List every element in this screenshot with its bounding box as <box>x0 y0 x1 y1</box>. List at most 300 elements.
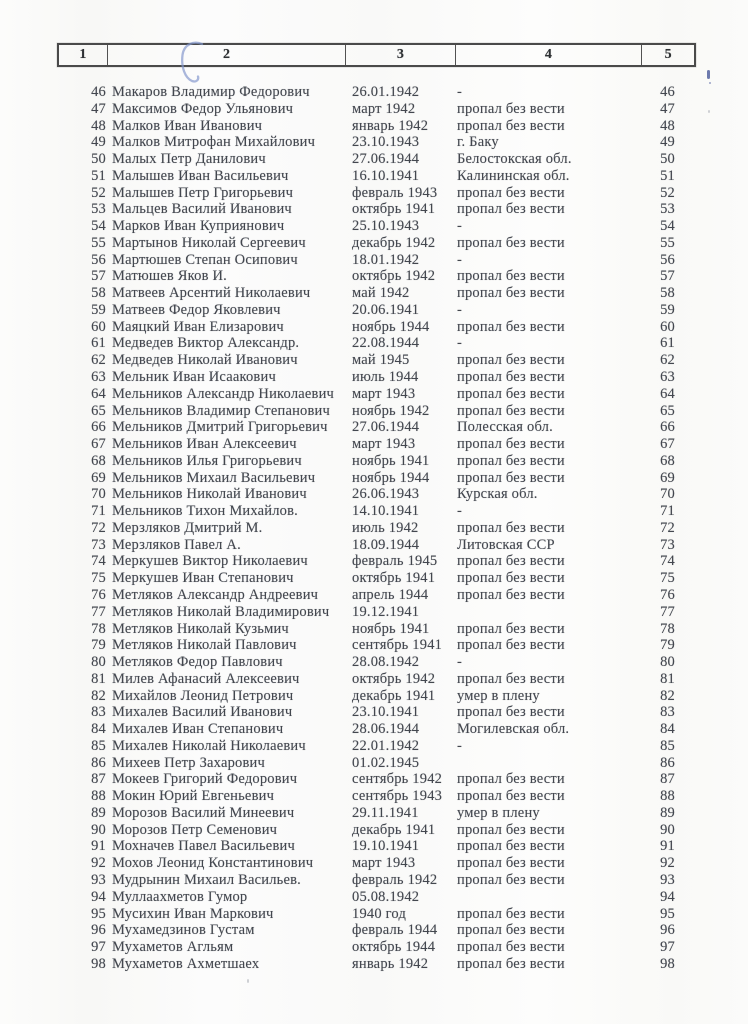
row-number-right: 51 <box>660 167 675 184</box>
table-row <box>57 470 717 487</box>
record-date: 01.02.1945 <box>352 754 420 771</box>
row-number-right: 89 <box>660 804 675 821</box>
record-date: ноябрь 1944 <box>352 469 430 486</box>
record-status: - <box>457 654 463 671</box>
person-name: Мохначев Павел Васильевич <box>112 838 295 855</box>
table-row <box>57 218 717 235</box>
person-name: Мокеев Григорий Федорович <box>112 771 298 788</box>
person-name: Муллаахметов Гумор <box>112 888 248 905</box>
table-row <box>57 352 717 369</box>
row-number-left: 52 <box>91 184 106 201</box>
row-number-left: 71 <box>91 503 106 520</box>
person-name: Мартюшев Степан Осипович <box>112 251 298 268</box>
row-number-left: 78 <box>91 620 106 637</box>
row-number-right: 93 <box>660 871 675 888</box>
table-row <box>57 419 717 436</box>
row-number-right: 81 <box>660 670 675 687</box>
row-number-right: 73 <box>660 536 675 553</box>
person-name: Метляков Николай Кузьмич <box>112 620 289 637</box>
row-number-left: 62 <box>91 352 106 369</box>
record-status: пропал без вести <box>457 838 565 855</box>
record-date: 26.06.1943 <box>352 486 420 503</box>
header-col-1: 1 <box>79 47 87 62</box>
table-row <box>57 369 717 386</box>
table-row <box>57 453 717 470</box>
person-name: Малых Петр Данилович <box>112 151 266 168</box>
row-number-left: 79 <box>91 637 106 654</box>
row-number-right: 50 <box>660 151 675 168</box>
record-date: февраль 1944 <box>352 922 438 939</box>
row-number-left: 46 <box>91 84 106 100</box>
record-date: октябрь 1942 <box>352 268 436 285</box>
table-row <box>57 285 717 302</box>
record-status: пропал без вести <box>457 234 565 251</box>
record-date: декабрь 1941 <box>352 687 436 704</box>
person-name: Малышев Иван Васильевич <box>112 167 289 184</box>
scan-speck <box>247 979 249 983</box>
record-status: пропал без вести <box>457 369 565 386</box>
record-status: умер в плену <box>457 687 540 704</box>
table-row <box>57 84 717 101</box>
table-row <box>57 101 717 118</box>
row-number-right: 69 <box>660 469 675 486</box>
row-number-right: 58 <box>660 285 675 302</box>
record-date: 20.06.1941 <box>352 301 420 318</box>
table-body <box>57 84 717 973</box>
record-date: 25.10.1943 <box>352 218 420 235</box>
row-number-left: 88 <box>91 788 106 805</box>
person-name: Меркушев Иван Степанович <box>112 570 294 587</box>
person-name: Матюшев Яков И. <box>112 268 227 285</box>
record-date: декабрь 1942 <box>352 234 436 251</box>
person-name: Михалев Василий Иванович <box>112 704 293 721</box>
record-date: сентябрь 1941 <box>352 637 443 654</box>
record-status: пропал без вести <box>457 939 565 956</box>
row-number-right: 66 <box>660 419 675 436</box>
row-number-right: 86 <box>660 754 675 771</box>
record-date: 1940 год <box>352 905 407 922</box>
person-name: Михалев Иван Степанович <box>112 721 284 738</box>
record-status: - <box>457 218 463 235</box>
record-status: - <box>457 335 463 352</box>
person-name: Морозов Василий Минеевич <box>112 804 295 821</box>
row-number-left: 47 <box>91 100 106 117</box>
record-status: - <box>457 301 463 318</box>
header-col-2: 2 <box>107 45 346 65</box>
record-date: март 1943 <box>352 855 416 872</box>
table-row <box>57 386 717 403</box>
row-number-left: 70 <box>91 486 106 503</box>
row-number-right: 83 <box>660 704 675 721</box>
row-number-right: 65 <box>660 402 675 419</box>
table-row <box>57 520 717 537</box>
record-date: 23.10.1943 <box>352 134 420 151</box>
pen-mark <box>176 40 210 86</box>
row-number-right: 63 <box>660 369 675 386</box>
record-status: пропал без вести <box>457 855 565 872</box>
record-status: пропал без вести <box>457 436 565 453</box>
table-row <box>57 872 717 889</box>
record-status: пропал без вести <box>457 553 565 570</box>
row-number-right: 67 <box>660 436 675 453</box>
record-date: май 1942 <box>352 285 410 302</box>
row-number-left: 96 <box>91 922 106 939</box>
row-number-left: 54 <box>91 218 106 235</box>
table-row <box>57 587 717 604</box>
record-date: октябрь 1941 <box>352 201 436 218</box>
row-number-right: 48 <box>660 117 675 134</box>
row-number-left: 67 <box>91 436 106 453</box>
row-number-right: 60 <box>660 318 675 335</box>
table-row <box>57 771 717 788</box>
row-number-left: 74 <box>91 553 106 570</box>
person-name: Малков Митрофан Михайлович <box>112 134 316 151</box>
row-number-right: 80 <box>660 654 675 671</box>
table-row <box>57 855 717 872</box>
table-row <box>57 906 717 923</box>
person-name: Малышев Петр Григорьевич <box>112 184 294 201</box>
record-status: г. Баку <box>457 134 499 151</box>
row-number-left: 49 <box>91 134 106 151</box>
record-status: - <box>457 737 463 754</box>
row-number-right: 62 <box>660 352 675 369</box>
row-number-right: 64 <box>660 385 675 402</box>
record-status <box>453 889 639 906</box>
person-name: Мельников Александр Николаевич <box>112 385 335 402</box>
row-number-left: 85 <box>91 737 106 754</box>
table-row <box>57 805 717 822</box>
row-number-left: 77 <box>91 603 106 620</box>
record-date: сентябрь 1943 <box>352 788 443 805</box>
person-name: Мухаметов Ахметшаех <box>112 955 260 972</box>
person-name: Максимов Федор Ульянович <box>112 100 294 117</box>
record-date: 27.06.1944 <box>352 151 420 168</box>
person-name: Медведев Виктор Александр. <box>112 335 300 352</box>
record-date: январь 1942 <box>352 955 429 972</box>
record-status: пропал без вести <box>457 385 565 402</box>
record-status: пропал без вести <box>457 519 565 536</box>
row-number-right: 74 <box>660 553 675 570</box>
record-status: - <box>457 84 463 100</box>
row-number-left: 86 <box>91 754 106 771</box>
table-row <box>57 151 717 168</box>
record-date: март 1943 <box>352 436 416 453</box>
record-status: пропал без вести <box>457 704 565 721</box>
row-number-left: 65 <box>91 402 106 419</box>
person-name: Мельников Илья Григорьевич <box>112 452 302 469</box>
person-name: Мельников Тихон Михайлов. <box>112 503 298 520</box>
table-row <box>57 118 717 135</box>
row-number-left: 95 <box>91 905 106 922</box>
record-status: пропал без вести <box>457 117 565 134</box>
record-status: пропал без вести <box>457 586 565 603</box>
row-number-right: 96 <box>660 922 675 939</box>
row-number-left: 87 <box>91 771 106 788</box>
record-status: Могилевская обл. <box>457 721 570 738</box>
table-row <box>57 755 717 772</box>
record-date: ноябрь 1944 <box>352 318 430 335</box>
row-number-right: 46 <box>660 84 675 100</box>
person-name: Малков Иван Иванович <box>112 117 263 134</box>
table-row <box>57 939 717 956</box>
row-number-right: 70 <box>660 486 675 503</box>
row-number-right: 68 <box>660 452 675 469</box>
row-number-left: 93 <box>91 871 106 888</box>
record-date: сентябрь 1942 <box>352 771 443 788</box>
row-number-right: 98 <box>660 955 675 972</box>
person-name: Мусихин Иван Маркович <box>112 905 274 922</box>
record-status: пропал без вести <box>457 955 565 972</box>
record-date: октябрь 1944 <box>352 939 436 956</box>
person-name: Мухаметов Агльям <box>112 939 234 956</box>
record-status: пропал без вести <box>457 570 565 587</box>
record-status: пропал без вести <box>457 201 565 218</box>
row-number-right: 49 <box>660 134 675 151</box>
record-status: Литовская ССР <box>457 536 555 553</box>
row-number-right: 87 <box>660 771 675 788</box>
record-date: февраль 1943 <box>352 184 438 201</box>
record-status: пропал без вести <box>457 285 565 302</box>
row-number-left: 76 <box>91 586 106 603</box>
person-name: Метляков Николай Павлович <box>112 637 297 654</box>
record-status: пропал без вести <box>457 922 565 939</box>
row-number-right: 79 <box>660 637 675 654</box>
record-date: 28.06.1944 <box>352 721 420 738</box>
table-row <box>57 185 717 202</box>
row-number-left: 94 <box>91 888 106 905</box>
person-name: Мерзляков Дмитрий М. <box>112 519 263 536</box>
record-date: февраль 1945 <box>352 553 438 570</box>
table-row <box>57 922 717 939</box>
record-date: ноябрь 1941 <box>352 620 430 637</box>
row-number-right: 85 <box>660 737 675 754</box>
record-status: пропал без вести <box>457 620 565 637</box>
record-date: 14.10.1941 <box>352 503 420 520</box>
row-number-right: 61 <box>660 335 675 352</box>
row-number-right: 91 <box>660 838 675 855</box>
table-row <box>57 637 717 654</box>
record-date: 23.10.1941 <box>352 704 420 721</box>
person-name: Мухамедзинов Густам <box>112 922 255 939</box>
record-date: декабрь 1941 <box>352 821 436 838</box>
row-number-right: 76 <box>660 586 675 603</box>
table-row <box>57 302 717 319</box>
table-row <box>57 788 717 805</box>
record-status: Калининская обл. <box>457 167 570 184</box>
record-date: март 1942 <box>352 100 416 117</box>
row-number-left: 98 <box>91 955 106 972</box>
person-name: Мартынов Николай Сергеевич <box>112 234 306 251</box>
row-number-left: 58 <box>91 285 106 302</box>
record-date: 22.01.1942 <box>352 737 420 754</box>
row-number-left: 66 <box>91 419 106 436</box>
row-number-right: 52 <box>660 184 675 201</box>
row-number-left: 55 <box>91 234 106 251</box>
record-status: Курская обл. <box>457 486 538 503</box>
header-col-4: 4 <box>455 45 642 65</box>
record-date: 26.01.1942 <box>352 84 420 100</box>
record-status: пропал без вести <box>457 268 565 285</box>
row-number-left: 61 <box>91 335 106 352</box>
record-status: - <box>457 503 463 520</box>
row-number-right: 88 <box>660 788 675 805</box>
row-number-right: 56 <box>660 251 675 268</box>
record-date: октябрь 1941 <box>352 570 436 587</box>
row-number-right: 59 <box>660 301 675 318</box>
table-row <box>57 134 717 151</box>
table-row <box>57 621 717 638</box>
row-number-right: 75 <box>660 570 675 587</box>
record-date: 16.10.1941 <box>352 167 420 184</box>
record-status: пропал без вести <box>457 771 565 788</box>
table-row <box>57 235 717 252</box>
record-date: 22.08.1944 <box>352 335 420 352</box>
person-name: Метляков Федор Павлович <box>112 654 283 671</box>
record-status: пропал без вести <box>457 100 565 117</box>
person-name: Марков Иван Куприянович <box>112 218 285 235</box>
row-number-left: 53 <box>91 201 106 218</box>
row-number-right: 72 <box>660 519 675 536</box>
row-number-left: 80 <box>91 654 106 671</box>
row-number-left: 60 <box>91 318 106 335</box>
person-name: Михеев Петр Захарович <box>112 754 265 771</box>
row-number-left: 56 <box>91 251 106 268</box>
person-name: Метляков Николай Владимирович <box>112 603 330 620</box>
row-number-left: 89 <box>91 804 106 821</box>
record-date: май 1945 <box>352 352 410 369</box>
row-number-left: 97 <box>91 939 106 956</box>
row-number-right: 92 <box>660 855 675 872</box>
person-name: Мохов Леонид Константинович <box>112 855 314 872</box>
person-name: Мельник Иван Исаакович <box>112 369 276 386</box>
table-row <box>57 168 717 185</box>
person-name: Матвеев Арсентий Николаевич <box>112 285 311 302</box>
row-number-right: 84 <box>660 721 675 738</box>
record-date: ноябрь 1941 <box>352 452 430 469</box>
row-number-left: 90 <box>91 821 106 838</box>
row-number-left: 82 <box>91 687 106 704</box>
record-date: июль 1942 <box>352 519 419 536</box>
table-row <box>57 721 717 738</box>
row-number-right: 90 <box>660 821 675 838</box>
row-number-right: 78 <box>660 620 675 637</box>
record-date: 27.06.1944 <box>352 419 420 436</box>
person-name: Морозов Петр Семенович <box>112 821 278 838</box>
person-name: Михалев Николай Николаевич <box>112 737 306 754</box>
record-date: 19.10.1941 <box>352 838 420 855</box>
record-date: 05.08.1942 <box>352 888 420 905</box>
record-status: умер в плену <box>457 804 540 821</box>
row-number-right: 55 <box>660 234 675 251</box>
record-status: Белостокская обл. <box>457 151 572 168</box>
row-number-left: 69 <box>91 469 106 486</box>
table-row <box>57 486 717 503</box>
record-status: пропал без вести <box>457 821 565 838</box>
record-status: пропал без вести <box>457 452 565 469</box>
record-status: пропал без вести <box>457 788 565 805</box>
row-number-left: 83 <box>91 704 106 721</box>
record-status: пропал без вести <box>457 670 565 687</box>
row-number-left: 75 <box>91 570 106 587</box>
row-number-right: 95 <box>660 905 675 922</box>
table-row <box>57 252 717 269</box>
record-date: апрель 1944 <box>352 586 429 603</box>
person-name: Мальцев Василий Иванович <box>112 201 292 218</box>
person-name: Мельников Михаил Васильевич <box>112 469 316 486</box>
row-number-right: 97 <box>660 939 675 956</box>
table-row <box>57 688 717 705</box>
table-row <box>57 268 717 285</box>
record-status <box>453 755 639 772</box>
record-status: пропал без вести <box>457 637 565 654</box>
person-name: Маяцкий Иван Елизарович <box>112 318 284 335</box>
record-status: пропал без вести <box>457 469 565 486</box>
row-number-left: 81 <box>91 670 106 687</box>
table-header <box>57 43 696 67</box>
header-col-5: 5 <box>641 45 694 65</box>
person-name: Мельников Иван Алексеевич <box>112 436 297 453</box>
record-date: 18.09.1944 <box>352 536 420 553</box>
person-name: Мельников Николай Иванович <box>112 486 307 503</box>
row-number-right: 54 <box>660 218 675 235</box>
record-date: октябрь 1942 <box>352 670 436 687</box>
record-status: пропал без вести <box>457 871 565 888</box>
table-row <box>57 403 717 420</box>
row-number-right: 47 <box>660 100 675 117</box>
row-number-left: 91 <box>91 838 106 855</box>
row-number-left: 73 <box>91 536 106 553</box>
row-number-left: 84 <box>91 721 106 738</box>
record-date: январь 1942 <box>352 117 429 134</box>
table-row <box>57 654 717 671</box>
table-row <box>57 738 717 755</box>
row-number-left: 68 <box>91 452 106 469</box>
person-name: Меркушев Виктор Николаевич <box>112 553 308 570</box>
person-name: Макаров Владимир Федорович <box>112 84 310 100</box>
record-date: июль 1944 <box>352 369 419 386</box>
row-number-right: 94 <box>660 888 675 905</box>
person-name: Мерзляков Павел А. <box>112 536 241 553</box>
row-number-right: 53 <box>660 201 675 218</box>
ink-speck <box>707 70 710 79</box>
table-row <box>57 822 717 839</box>
row-number-right: 57 <box>660 268 675 285</box>
row-number-left: 51 <box>91 167 106 184</box>
row-number-left: 57 <box>91 268 106 285</box>
row-number-left: 50 <box>91 151 106 168</box>
record-status: пропал без вести <box>457 184 565 201</box>
row-number-left: 48 <box>91 117 106 134</box>
table-row <box>57 570 717 587</box>
record-status: Полесская обл. <box>457 419 553 436</box>
record-status: пропал без вести <box>457 352 565 369</box>
table-row <box>57 335 717 352</box>
record-date: 18.01.1942 <box>352 251 420 268</box>
table-row <box>57 704 717 721</box>
header-col-3: 3 <box>345 45 454 65</box>
record-status: пропал без вести <box>457 402 565 419</box>
record-date: февраль 1942 <box>352 871 438 888</box>
row-number-left: 63 <box>91 369 106 386</box>
record-status: пропал без вести <box>457 905 565 922</box>
row-number-left: 72 <box>91 519 106 536</box>
person-name: Милев Афанасий Алексеевич <box>112 670 300 687</box>
record-date: 29.11.1941 <box>352 804 419 821</box>
row-number-left: 59 <box>91 301 106 318</box>
record-status <box>453 604 639 621</box>
record-status: - <box>457 251 463 268</box>
table-row <box>57 537 717 554</box>
